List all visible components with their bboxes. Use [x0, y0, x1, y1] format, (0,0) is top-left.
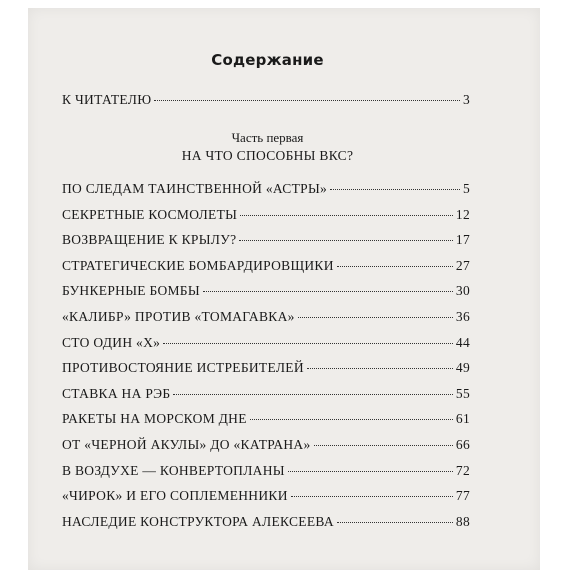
- toc-entry: [62, 463, 470, 481]
- toc-entry: [62, 335, 470, 353]
- dot-leader: [314, 445, 453, 446]
- toc-entry-page: 77: [455, 488, 470, 504]
- toc-entry-title: ВОЗВРАЩЕНИЕ К КРЫЛУ?: [62, 232, 237, 248]
- toc-entry: [62, 386, 470, 404]
- dot-leader: [163, 343, 453, 344]
- toc-entry-title: ОТ «ЧЕРНОЙ АКУЛЫ» ДО «КАТРАНА»: [62, 437, 311, 452]
- dot-leader: [154, 100, 460, 101]
- toc-entry-page: 61: [455, 411, 470, 427]
- toc-entry-title: СТО ОДИН «Х»: [62, 334, 161, 350]
- toc-entry-title: СЕКРЕТНЫЕ КОСМОЛЕТЫ: [62, 206, 238, 222]
- toc-entry: [62, 258, 470, 276]
- toc-entry: [62, 411, 470, 429]
- dot-leader: [240, 215, 453, 216]
- toc-entry-page: 17: [455, 232, 470, 248]
- toc-entry-title: БУНКЕРНЫЕ БОМБЫ: [62, 283, 200, 299]
- dot-leader: [337, 266, 453, 267]
- dot-leader: [288, 471, 453, 472]
- toc-entry-preface: [62, 92, 470, 110]
- toc-entry-page: 44: [455, 334, 470, 350]
- toc-entry-title: НАСЛЕДИЕ КОНСТРУКТОРА АЛЕКСЕЕВА: [62, 513, 334, 529]
- part-title: НА ЧТО СПОСОБНЫ ВКС?: [181, 148, 354, 163]
- toc-entry-title: «ЧИРОК» И ЕГО СОПЛЕМЕННИКИ: [62, 488, 288, 504]
- toc-entry: [62, 181, 470, 199]
- dot-leader: [337, 522, 453, 523]
- toc-entry-page: 55: [455, 385, 470, 401]
- dot-leader: [307, 368, 453, 369]
- toc-entry-page: 66: [455, 437, 470, 452]
- dot-leader: [291, 496, 453, 497]
- dot-leader: [239, 240, 452, 241]
- dot-leader: [203, 291, 453, 292]
- toc-entry-title: К ЧИТАТЕЛЮ: [62, 92, 152, 107]
- toc-entry-page: 88: [455, 513, 470, 529]
- toc-entry: [62, 360, 470, 378]
- toc-entry-page: 72: [455, 462, 470, 478]
- toc-entry-page: 49: [455, 360, 470, 376]
- toc-entry-page: 12: [455, 206, 470, 222]
- toc-entry-title: В ВОЗДУХЕ — КОНВЕРТОПЛАНЫ: [62, 462, 285, 478]
- toc-entry-title: СТРАТЕГИЧЕСКИЕ БОМБАРДИРОВЩИКИ: [62, 257, 334, 273]
- toc-entry-title: РАКЕТЫ НА МОРСКОМ ДНЕ: [62, 411, 247, 427]
- toc-entry: [62, 514, 470, 532]
- dot-leader: [173, 394, 452, 395]
- toc-entry-page: 36: [455, 309, 470, 324]
- toc-entry-title: ПРОТИВОСТОЯНИЕ ИСТРЕБИТЕЛЕЙ: [62, 360, 304, 376]
- toc-entry-title: СТАВКА НА РЭБ: [62, 385, 171, 401]
- toc-entry: [62, 207, 470, 225]
- toc-entry: [62, 309, 470, 327]
- part-label: Часть первая: [231, 130, 304, 145]
- dot-leader: [250, 419, 453, 420]
- toc-entry-page: 30: [455, 283, 470, 299]
- toc-entry: [62, 283, 470, 301]
- toc-entry-page: 5: [462, 181, 470, 196]
- toc-entry-page: 27: [455, 257, 470, 273]
- contents-heading: Содержание: [211, 51, 324, 69]
- toc-entry-title: «КАЛИБР» ПРОТИВ «ТОМАГАВКА»: [62, 309, 295, 324]
- toc-entry: [62, 232, 470, 250]
- toc-entry: [62, 437, 470, 455]
- toc-entry-title: ПО СЛЕДАМ ТАИНСТВЕННОЙ «АСТРЫ»: [62, 181, 328, 196]
- toc-entry: [62, 488, 470, 506]
- dot-leader: [298, 317, 453, 318]
- dot-leader: [330, 189, 460, 190]
- toc-entry-page: 3: [462, 92, 470, 107]
